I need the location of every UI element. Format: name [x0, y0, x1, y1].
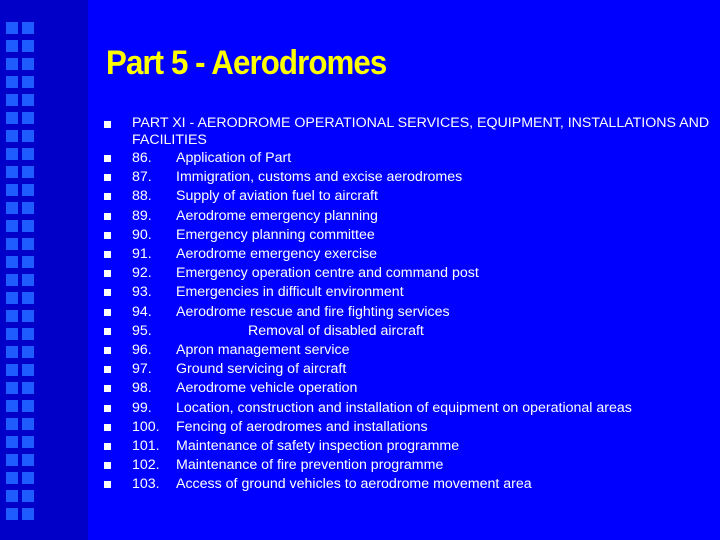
- decorative-squares-right: [22, 22, 34, 520]
- item-number: 95.: [132, 322, 152, 339]
- bullet-square-icon: [104, 121, 111, 128]
- item-number: 100.: [132, 418, 160, 435]
- item-text: Aerodrome emergency planning: [176, 207, 378, 224]
- item-text: Aerodrome rescue and fire fighting services: [176, 303, 450, 320]
- list-item: [104, 418, 714, 437]
- item-number: 102.: [132, 457, 160, 474]
- list-item: [104, 149, 714, 168]
- list-item: [104, 245, 714, 264]
- list-item: [104, 303, 714, 322]
- item-text: Emergency planning committee: [176, 226, 375, 243]
- list-item: [104, 283, 714, 302]
- item-number: 87.: [132, 169, 152, 186]
- item-number: 89.: [132, 207, 152, 224]
- item-text: Removal of disabled aircraft: [248, 322, 424, 339]
- list-item: [104, 475, 714, 494]
- item-text: Fencing of aerodromes and installations: [176, 418, 428, 435]
- item-text: Location, construction and installation of equipment on operational areas: [176, 399, 632, 416]
- decorative-squares-left: [6, 22, 18, 520]
- decorative-side-band: [0, 0, 88, 540]
- item-text: Ground servicing of aircraft: [176, 361, 347, 378]
- item-number: 99.: [132, 399, 152, 416]
- item-text: Supply of aviation fuel to aircraft: [176, 188, 378, 205]
- item-text: Apron management service: [176, 342, 350, 359]
- list-item: [104, 207, 714, 226]
- list-item: [104, 399, 714, 418]
- item-number: 92.: [132, 265, 152, 282]
- item-number: 97.: [132, 361, 152, 378]
- list-item: [104, 341, 714, 360]
- list-heading: [104, 115, 714, 149]
- item-number: 94.: [132, 303, 152, 320]
- item-text: Aerodrome vehicle operation: [176, 380, 358, 397]
- item-number: 91.: [132, 246, 152, 263]
- item-text: Emergencies in difficult environment: [176, 284, 404, 301]
- list-item: [104, 187, 714, 206]
- list-item: [104, 322, 714, 341]
- slide-title: Part 5 - Aerodromes: [106, 44, 387, 82]
- item-text: Aerodrome emergency exercise: [176, 246, 378, 263]
- item-number: 90.: [132, 226, 152, 243]
- item-number: 93.: [132, 284, 152, 301]
- item-text: Emergency operation centre and command post: [176, 265, 479, 282]
- list-item: [104, 437, 714, 456]
- item-text: Immigration, customs and excise aerodromes: [176, 169, 463, 186]
- item-number: 96.: [132, 342, 152, 359]
- item-number: 88.: [132, 188, 152, 205]
- bullet-list: [104, 115, 714, 495]
- item-number: 86.: [132, 150, 152, 166]
- item-number: 103.: [132, 476, 160, 493]
- list-item: [104, 379, 714, 398]
- item-number: 98.: [132, 380, 152, 397]
- list-item: [104, 226, 714, 245]
- item-number: 101.: [132, 438, 160, 455]
- item-text: Application of Part: [176, 150, 292, 166]
- item-text: Maintenance of fire prevention programme: [176, 457, 444, 474]
- heading-text: PART XI - AERODROME OPERATIONAL SERVICES, EQUIPMENT, INSTALLATIONS AND FACILITIES: [132, 115, 710, 148]
- list-item: [104, 264, 714, 283]
- list-item: [104, 168, 714, 187]
- item-text: Access of ground vehicles to aerodrome movement area: [176, 476, 532, 493]
- list-item: [104, 360, 714, 379]
- item-text: Maintenance of safety inspection programme: [176, 438, 460, 455]
- list-item: [104, 456, 714, 475]
